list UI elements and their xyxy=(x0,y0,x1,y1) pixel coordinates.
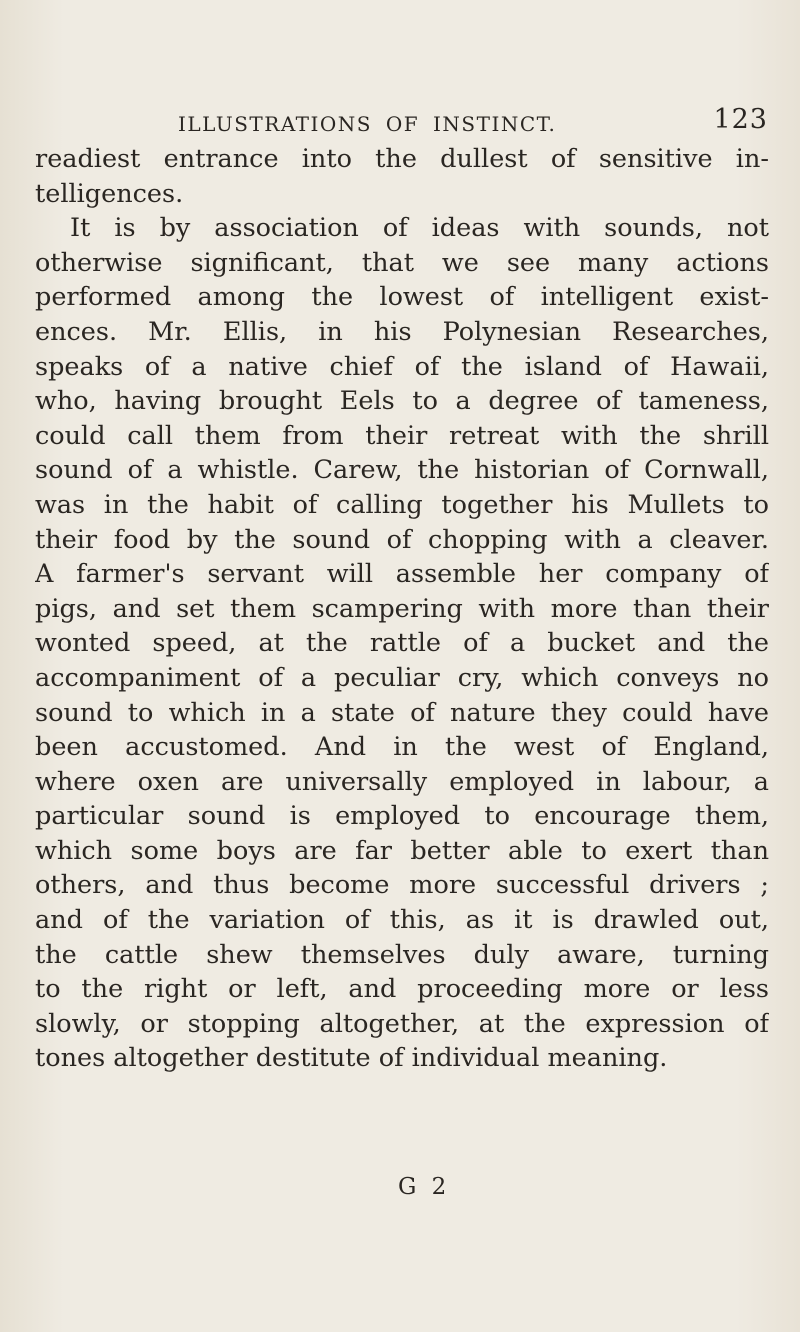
text-line: could call them from their retreat with the shrill xyxy=(35,420,769,451)
text-line: to the right or left, and proceeding more or less xyxy=(35,974,769,1005)
text-line: telligences. xyxy=(35,178,184,209)
text-line: otherwise significant, that we see many actions xyxy=(35,247,769,278)
text-line: who, having brought Eels to a degree of tameness, xyxy=(35,386,769,417)
text-line: sound of a whistle. Carew, the historian of Cornwall, xyxy=(35,455,769,486)
running-title: ILLUSTRATIONS OF INSTINCT. xyxy=(178,112,557,136)
text-line: was in the habit of calling together his Mullets to xyxy=(35,489,769,520)
running-head xyxy=(178,104,768,144)
text-line: wonted speed, at the rattle of a bucket and the xyxy=(35,628,769,659)
text-line: been accustomed. And in the west of England, xyxy=(35,732,769,763)
text-line: and of the variation of this, as it is drawled out, xyxy=(35,905,769,936)
text-line: A farmer's servant will assemble her company of xyxy=(35,559,769,590)
text-line: slowly, or stopping altogether, at the expression of xyxy=(35,1008,769,1039)
text-line: performed among the lowest of intelligent exist- xyxy=(35,282,769,313)
text-line: the cattle shew themselves duly aware, turning xyxy=(35,939,769,970)
text-line: readiest entrance into the dullest of sensitive in- xyxy=(35,144,769,174)
text-line: speaks of a native chief of the island of Hawaii, xyxy=(35,351,769,382)
text-line: sound to which in a state of nature they could have xyxy=(35,697,769,728)
page-number: 123 xyxy=(713,104,768,135)
paragraph-first-line: It is by association of ideas with sounds, not xyxy=(70,213,769,244)
text-line: tones altogether destitute of individual meaning. xyxy=(35,1043,668,1074)
body-text xyxy=(35,142,769,1076)
text-line: others, and thus become more successful drivers ; xyxy=(35,870,769,901)
text-line: pigs, and set them scampering with more than their xyxy=(35,593,769,624)
text-line: where oxen are universally employed in labour, a xyxy=(35,766,769,797)
text-line: their food by the sound of chopping with a cleaver. xyxy=(35,524,769,555)
text-line: ences. Mr. Ellis, in his Polynesian Researches, xyxy=(35,316,769,347)
text-line: which some boys are far better able to exert than xyxy=(35,835,769,866)
signature-mark: G 2 xyxy=(398,1174,451,1200)
text-line: accompaniment of a peculiar cry, which conveys no xyxy=(35,662,769,693)
text-line: particular sound is employed to encourage them, xyxy=(35,801,769,832)
